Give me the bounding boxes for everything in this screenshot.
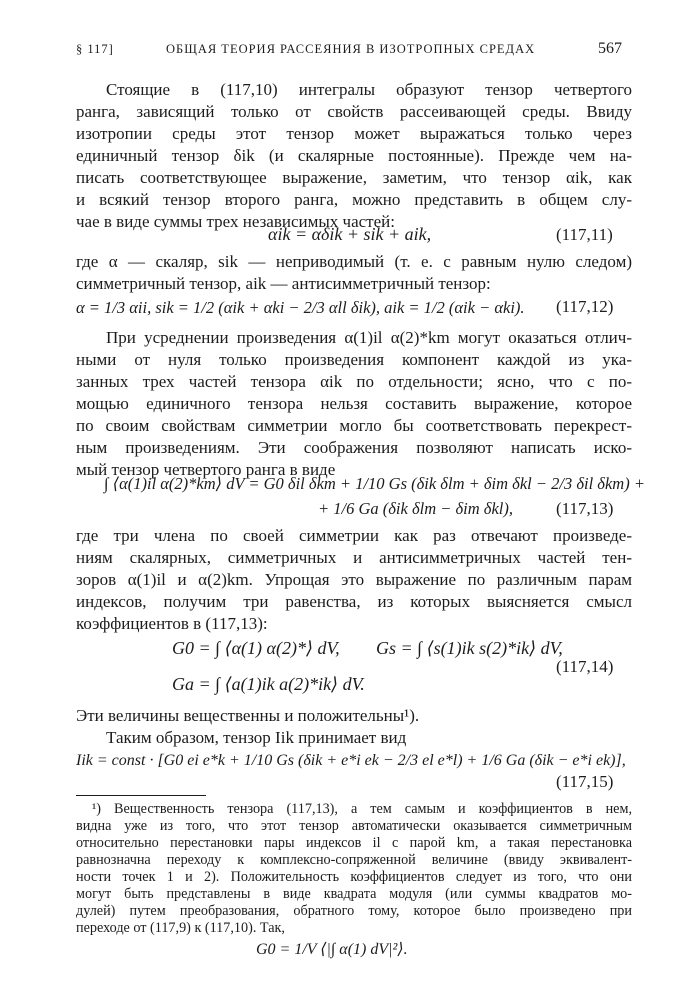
text-line: изотропии среды этот тензор может выражаться только через [76,124,632,143]
text-line: ными от нуля только произведения компонент каждой из ука- [76,350,632,369]
section-mark: § 117] [76,42,114,56]
equation-117-15: Iik = const · [G0 ei e*k + 1/10 Gs (δik + e*i ek − 2/3 el e*l) + 1/6 Ga (δik − e*i ek)], [76,752,626,769]
text-line: единичный тензор δik (и скалярные постоянные). Прежде чем на- [76,146,632,165]
equation-117-14-ga: Ga = ∫ ⟨a(1)ik a(2)*ik⟩ dV. [172,674,365,694]
text-line: и всякий тензор второго ранга, можно представить в общем слу- [76,190,632,209]
equation-number: (117,11) [556,225,613,244]
text-line: При усреднении произведения α(1)il α(2)*km могут оказаться отлич- [106,328,632,347]
text-line: по своим свойствам симметрии могло бы соответствовать перекрест- [76,416,632,435]
footnote-line: относительно перестановки пары индексов il с парой km, а такая перестановка [76,835,632,851]
text-line: Стоящие в (117,10) интегралы образуют тензор четвертого [106,80,632,99]
footnote-rule [76,795,206,796]
equation-number: (117,12) [556,297,614,316]
text-line: занных трех частей тензора αik по отдельности; ясно, что с по- [76,372,632,391]
text-line: зоров α(1)il и α(2)km. Упрощая это выражение по различным парам [76,570,632,589]
equation-number: (117,14) [556,657,614,676]
text-line: где α — скаляр, sik — неприводимый (т. е. с равным нулю следом) [76,252,632,271]
text-line: Эти величины вещественны и положительны¹). [76,706,420,725]
text-line: где три члена по своей симметрии как раз отвечают произведе- [76,526,632,545]
footnote-line: ности точек 1 и 2). Положительность коэффициентов следует из того, что они [76,869,632,885]
text-line: Таким образом, тензор Iik принимает вид [106,728,407,747]
equation-117-14-gs: Gs = ∫ ⟨s(1)ik s(2)*ik⟩ dV, [376,638,563,658]
equation-117-11: αik = αδik + sik + aik, [268,224,432,244]
footnote-formula: G0 = 1/V ⟨|∫ α(1) dV|²⟩. [256,941,408,958]
text-line: симметричный тензор, aik — антисимметричный тензор: [76,274,491,293]
footnote-line: дулей) путем преобразования, обратного тому, которое было произведено при [76,903,632,919]
equation-117-13-line1: ∫ ⟨α(1)il α(2)*km⟩ dV = G0 δil δkm + 1/10 Gs (δik δlm + δim δkl − 2/3 δil δkm) + [104,474,645,493]
equation-number: (117,13) [556,499,614,518]
text-line: писать соответствующее выражение, заметим, что тензор αik, как [76,168,632,187]
equation-117-14-g0: G0 = ∫ ⟨α(1) α(2)*⟩ dV, [172,638,340,658]
text-line: коэффициентов в (117,13): [76,614,268,633]
text-line: чае в виде суммы трех независимых частей: [76,212,395,231]
running-title: ОБЩАЯ ТЕОРИЯ РАССЕЯНИЯ В ИЗОТРОПНЫХ СРЕДАХ [166,42,536,56]
text-line: мощью единичного тензора нельзя составить выражение, которое [76,394,632,413]
footnote-line: видна уже из того, что этот тензор автоматически оказывается симметричным [76,818,632,834]
equation-117-13-line2: + 1/6 Ga (δik δlm − δim δkl), [318,499,514,518]
footnote-line: равнозначна переходу к комплексно-сопряженной величине (ввиду эквивалент- [76,852,632,868]
footnote-line: ¹) Вещественность тензора (117,13), а тем самым и коэффициентов в нем, [92,801,632,817]
page-number: 567 [598,40,622,57]
footnote-line: переходе от (117,9) к (117,10). Так, [76,920,285,936]
text-line: ниям скалярных, симметричных и антисимметричных частей тен- [76,548,632,567]
equation-117-12: α = 1/3 αii, sik = 1/2 (αik + αki − 2/3 αll δik), aik = 1/2 (αik − αki). [76,298,525,317]
text-line: ным произведениям. Эти соображения позволяют написать иско- [76,438,632,457]
text-line: мый тензор четвертого ранга в виде [76,460,336,479]
text-line: ранга, зависящий только от свойств рассеивающей среды. Ввиду [76,102,632,121]
equation-number: (117,15) [556,772,614,791]
text-line: индексов, получим три равенства, из которых выясняется смысл [76,592,632,611]
footnote-line: могут быть представлены в виде квадрата модуля (или суммы квадратов мо- [76,886,632,902]
